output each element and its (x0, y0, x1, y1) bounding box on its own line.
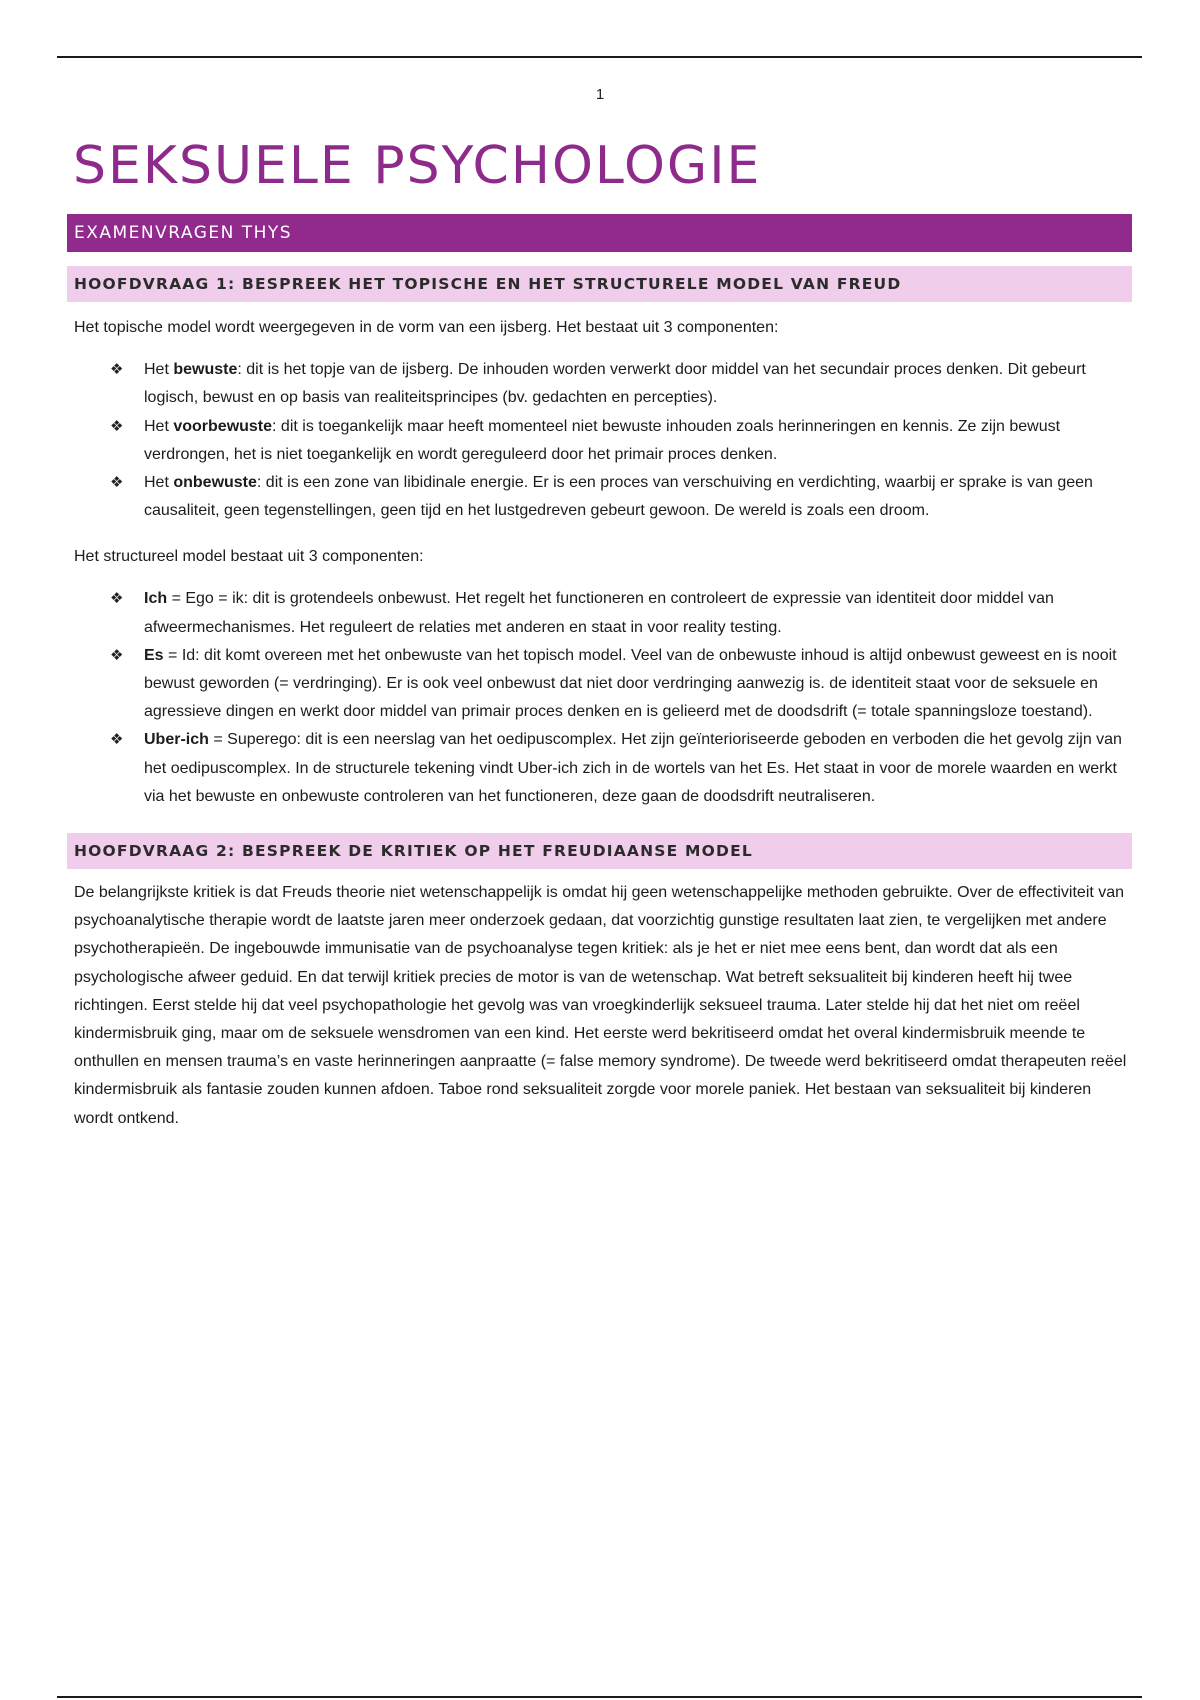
item-term: Ich (144, 590, 168, 608)
item-text: = Superego: dit is een neerslag van het oedipuscomplex. Het zijn geïnterioriseerde geboden en verboden die het gevolg zijn van het oedipuscomplex. In de structurele tekening vindt Uber-ich zich in de wortels van het Es. Het staat in voor de morele waarden en werkt via het bewuste en onbewuste controleren van het functioneren, deze gaan de doodsdrift neutraliseren. (144, 731, 1122, 805)
footer-rule (57, 1696, 1142, 1698)
diamond-bullet-icon: ❖ (110, 646, 124, 664)
header-rule (57, 56, 1142, 58)
diamond-bullet-icon: ❖ (110, 417, 124, 435)
list-item (110, 469, 1132, 525)
item-text: = Ego = ik: dit is grotendeels onbewust. Het regelt het functioneren en controleert de expressie van identiteit door middel van afweermechanismes. Het reguleert de relaties met anderen en staat in voor reality testing. (144, 590, 1054, 636)
item-text: : dit is het topje van de ijsberg. De inhouden worden verwerkt door middel van het secundair proces denken. Dit gebeurt logisch, bewust en op basis van realiteitsprincipes (bv. gedachten en percepties). (144, 361, 1086, 407)
item-term: Uber-ich (144, 731, 209, 749)
question-2-heading: HOOFDVRAAG 2: BESPREEK DE KRITIEK OP HET FREUDIAANSE MODEL (67, 833, 1132, 869)
item-prefix: Het (144, 417, 174, 435)
item-text: : dit is toegankelijk maar heeft momenteel niet bewuste inhouden zoals herinneringen en kennis. Ze zijn bewust verdrongen, het is niet toegankelijk en wordt gereguleerd door het primair proces denken. (144, 417, 1061, 463)
list-item (110, 642, 1132, 727)
question-1-heading: HOOFDVRAAG 1: BESPREEK HET TOPISCHE EN HET STRUCTURELE MODEL VAN FREUD (67, 266, 1132, 302)
diamond-bullet-icon: ❖ (110, 473, 124, 491)
item-term: voorbewuste (173, 417, 273, 435)
diamond-bullet-icon: ❖ (110, 731, 124, 749)
topic-model-intro: Het topische model wordt weergegeven in de vorm van een ijsberg. Het bestaat uit 3 componenten: (74, 319, 779, 337)
item-prefix: Het (144, 473, 174, 491)
section-heading: EXAMENVRAGEN THYS (67, 214, 1132, 252)
list-item (110, 413, 1132, 469)
item-prefix: Het (144, 361, 174, 379)
topic-model-list (67, 356, 1132, 525)
item-term: bewuste (173, 361, 238, 379)
item-term: Es (144, 646, 164, 664)
item-text: = Id: dit komt overeen met het onbewuste van het topisch model. Veel van de onbewuste inhoud is altijd onbewust geweest en is nooit bewust geworden (= verdringing). Er is ook veel onbewust dat niet door verdringing aanwezig is. de identiteit staat voor de seksuele en agressieve dingen en werkt door middel van primair proces denken en is gelieerd met de doodsdrift (= totale spanningsloze toestand). (144, 646, 1117, 721)
list-item (110, 726, 1132, 811)
item-text: : dit is een zone van libidinale energie. Er is een proces van verschuiving en verdichting, waarbij er sprake is van geen causaliteit, geen tegenstellingen, geen tijd en het lustgedreven gebeurt gewoon. De wereld is zoals een droom. (144, 473, 1093, 520)
critique-paragraph: De belangrijkste kritiek is dat Freuds theorie niet wetenschappelijk is omdat hij geen wetenschappelijke methoden gebruikte. Over de effectiviteit van psychoanalytische therapie wordt de laatste jaren meer onderzoek gedaan, dat voorzichtig gunstige resultaten laat zien, te vergelijken met andere psychotherapieën. De ingebouwde immunisatie van de psychoanalyse tegen kritiek: als je het er niet mee eens bent, dan wordt dat als een psychologische afweer geduid. En dat terwijl kritiek precies de motor is van de wetenschap. Wat betreft seksualiteit bij kinderen heeft hij twee richtingen. Eerst stelde hij dat veel psychopathologie het gevolg was van vroegkinderlijk seksueel trauma. Later stelde hij dat het niet om reëel kindermisbruik ging, maar om de seksuele wensdromen van een kind. Het eerste werd bekritiseerd omdat het overal kindermisbruik meende te onthullen en mensen trauma’s en vaste herinneringen aanpraatte (= false memory syndrome). De tweede werd bekritiseerd omdat therapeuten reëel kindermisbruik als fantasie zouden kunnen afdoen. Taboe rond seksualiteit zorgde voor morele paniek. Het bestaan van seksualiteit bij kinderen wordt ontkend. (74, 884, 1127, 1127)
list-item (110, 356, 1132, 412)
structural-model-list (67, 585, 1132, 811)
diamond-bullet-icon: ❖ (110, 590, 124, 608)
page-number: 1 (595, 86, 605, 103)
diamond-bullet-icon: ❖ (110, 361, 124, 379)
structural-model-intro: Het structureel model bestaat uit 3 componenten: (74, 548, 424, 566)
item-term: onbewuste (173, 473, 257, 491)
document-body (67, 138, 1132, 1133)
document-title: SEKSUELE PSYCHOLOGIE (73, 136, 762, 196)
list-item (110, 585, 1132, 641)
